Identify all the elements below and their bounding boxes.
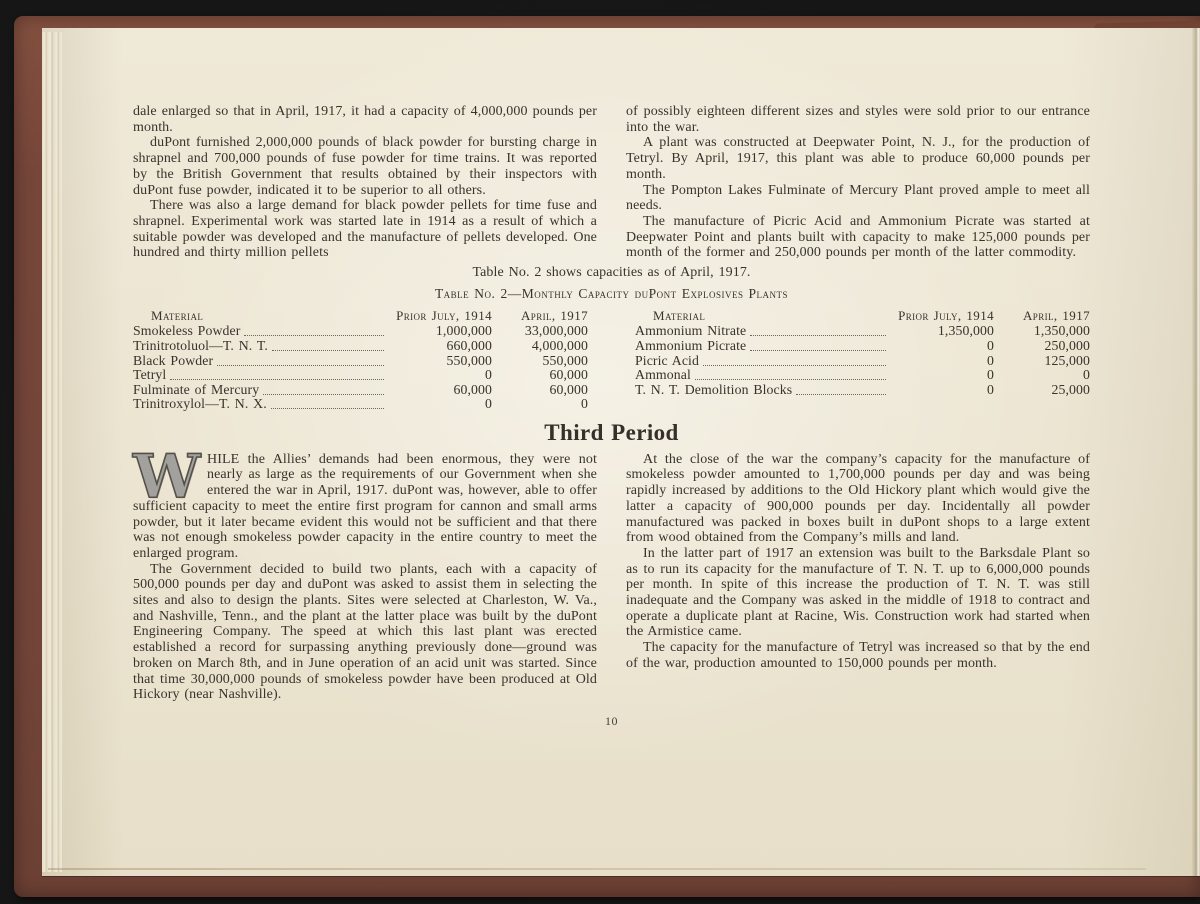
- cell-material: Black Powder: [133, 352, 214, 368]
- cell-prior: 550,000: [446, 352, 492, 368]
- table-row: [635, 324, 1090, 339]
- paragraph: of possibly eighteen different sizes and styles were sold prior to our entrance into the war.: [626, 104, 1090, 135]
- page-bottom-edge: [48, 868, 1146, 870]
- paragraph: The capacity for the manufacture of Tetryl was increased so that by the end of the war, production amounted to 150,000 pounds per month.: [626, 640, 1090, 671]
- cell-material: Ammonium Picrate: [635, 338, 747, 354]
- dotted-leader: [170, 368, 384, 380]
- cell-prior: 0: [987, 352, 994, 368]
- dotted-leader: [796, 383, 886, 395]
- dotted-leader: [703, 354, 886, 366]
- paragraph: duPont furnished 2,000,000 pounds of black powder for bursting charge in shrapnel and 700,000 pounds of fuse powder for time trains. It was reported by the British Government that results obtained by their inspectors with duPont fuse powder, indicated it to be superior to all others.: [133, 135, 597, 198]
- cell-april: 60,000: [549, 367, 588, 383]
- table-header-row: [133, 308, 588, 323]
- col-header-prior: Prior July, 1914: [396, 308, 492, 324]
- cell-material: Trinitroxylol—T. N. X.: [133, 396, 267, 412]
- table-row: [133, 397, 588, 412]
- col-header-material: Material: [653, 308, 706, 324]
- page-content: [133, 104, 1090, 730]
- cell-prior: 60,000: [453, 381, 492, 397]
- cell-material: Picric Acid: [635, 352, 699, 368]
- drop-cap-letter: W: [133, 441, 201, 512]
- table-row: [635, 339, 1090, 354]
- third-period-right-column: [626, 452, 1090, 703]
- capacity-table-right-half: [635, 308, 1090, 412]
- cell-april: 25,000: [1051, 381, 1090, 397]
- table-row: [133, 339, 588, 354]
- third-period-two-column-text: [133, 441, 1090, 703]
- table-caption: Table No. 2—Monthly Capacity duPont Explosives Plants: [434, 285, 789, 301]
- section-heading-third-period: Third Period: [544, 420, 679, 445]
- cell-prior: 0: [987, 338, 994, 354]
- cell-prior: 0: [987, 367, 994, 383]
- cell-material: Fulminate of Mercury: [133, 381, 260, 397]
- cell-april: 33,000,000: [524, 323, 588, 339]
- page-number: 10: [605, 713, 618, 728]
- paragraph: At the close of the war the company’s capacity for the manufacture of smokeless powder amounted to 1,700,000 pounds per day and was being rapidly increased by additions to the Old Hickory plant which would give the latter a capacity of 900,000 pounds per day. Incidentally all powder manufactured was packed in boxes built in duPont shops to a large extent from wood obtained from the Company’s mills and land.: [626, 451, 1090, 546]
- cell-april: 60,000: [549, 381, 588, 397]
- cell-prior: 1,350,000: [937, 323, 994, 339]
- cell-april: 0: [1083, 367, 1090, 383]
- third-period-left-column: [133, 441, 597, 703]
- table-row: [635, 383, 1090, 398]
- table-header-row: [635, 308, 1090, 323]
- cell-april: 4,000,000: [531, 338, 588, 354]
- cell-material: T. N. T. Demolition Blocks: [635, 381, 793, 397]
- cell-prior: 660,000: [446, 338, 492, 354]
- col-header-material: Material: [151, 308, 204, 324]
- cell-april: 125,000: [1044, 352, 1090, 368]
- dotted-leader: [217, 354, 384, 366]
- table-row: [133, 324, 588, 339]
- top-right-column: [626, 104, 1090, 261]
- paragraph-text: HILE the Allies’ demands had been enormous, they were not nearly as large as the requirements of our Government when she entered the war in April, 1917. duPont was, however, able to offer sufficient capacity to meet the entire first program for cannon and small arms powder, but it later became evident this would not be sufficient and that there was not enough smokeless powder capacity in the entire country to meet the enlarged program.: [133, 451, 597, 561]
- paragraph: There was also a large demand for black powder pellets for time fuse and shrapnel. Experimental work was started late in 1914 as a result of which a suitable powder was developed and the manufacture of pellets developed. One hundred and thirty million pellets: [133, 198, 597, 261]
- paragraph: The Government decided to build two plants, each with a capacity of 500,000 pounds per day and duPont was asked to assist them in selecting the sites and also to design the plants. Sites were selected at Charleston, W. Va., and Nashville, Tenn., and the plant at the latter place was built by the duPont Engineering Company. The speed at which this last plant was erected established a record for surpassing anything previously done—ground was broken on March 8th, and in June operation of an acid unit was started. Since that time 30,000,000 pounds of smokeless powder have been produced at Old Hickory (near Nashville).: [133, 561, 597, 703]
- dotted-leader: [271, 397, 384, 409]
- table-row: [133, 368, 588, 383]
- cell-material: Ammonal: [635, 367, 691, 383]
- page-stack-edges: [42, 32, 62, 872]
- cell-prior: 0: [485, 396, 492, 412]
- cell-material: Ammonium Nitrate: [635, 323, 747, 339]
- capacity-table: [133, 308, 1090, 412]
- dotted-leader: [750, 324, 886, 336]
- cell-april: 550,000: [542, 352, 588, 368]
- table-row: [133, 383, 588, 398]
- table-intro-line: Table No. 2 shows capacities as of April, 1917.: [472, 265, 751, 281]
- dotted-leader: [263, 383, 384, 395]
- cell-prior: 1,000,000: [435, 323, 492, 339]
- cell-prior: 0: [485, 367, 492, 383]
- table-row: [133, 354, 588, 369]
- capacity-table-left-half: [133, 308, 588, 412]
- top-two-column-text: [133, 104, 1090, 261]
- dotted-leader: [695, 368, 886, 380]
- col-header-april: April, 1917: [521, 308, 588, 324]
- dotted-leader: [750, 339, 886, 351]
- paragraph: The Pompton Lakes Fulminate of Mercury Plant proved ample to meet all needs.: [626, 182, 1090, 214]
- table-row: [635, 368, 1090, 383]
- paragraph: dale enlarged so that in April, 1917, it had a capacity of 4,000,000 pounds per month.: [133, 104, 597, 135]
- col-header-prior: Prior July, 1914: [898, 308, 994, 324]
- drop-cap-paragraph: [133, 441, 597, 562]
- paragraph: In the latter part of 1917 an extension was built to the Barksdale Plant so as to run its capacity for the manufacture of T. N. T. up to 6,000,000 pounds per month. In spite of this increase the production of T. N. T. was still inadequate and the Company was asked in the middle of 1918 to contract and operate a duplicate plant at Racine, Wis. Construction work had started when the Armistice came.: [626, 545, 1090, 640]
- paragraph: A plant was constructed at Deepwater Point, N. J., for the production of Tetryl. By April, 1917, this plant was able to produce 60,000 pounds per month.: [626, 135, 1090, 182]
- cell-material: Smokeless Powder: [133, 323, 241, 339]
- page-fore-edge-crease: [1192, 28, 1200, 876]
- cell-april: 1,350,000: [1033, 323, 1090, 339]
- dotted-leader: [272, 339, 384, 351]
- table-row: [635, 354, 1090, 369]
- dotted-leader: [244, 324, 384, 336]
- cell-prior: 0: [987, 381, 994, 397]
- paragraph: The manufacture of Picric Acid and Ammonium Picrate was started at Deepwater Point and plants built with capacity to make 125,000 pounds per month of the former and 250,000 pounds per month of the latter commodity.: [626, 213, 1090, 261]
- top-left-column: [133, 104, 597, 261]
- cell-april: 250,000: [1044, 338, 1090, 354]
- cell-april: 0: [581, 396, 588, 412]
- cell-material: Tetryl: [133, 367, 167, 383]
- cell-material: Trinitrotoluol—T. N. T.: [133, 338, 268, 354]
- col-header-april: April, 1917: [1023, 308, 1090, 324]
